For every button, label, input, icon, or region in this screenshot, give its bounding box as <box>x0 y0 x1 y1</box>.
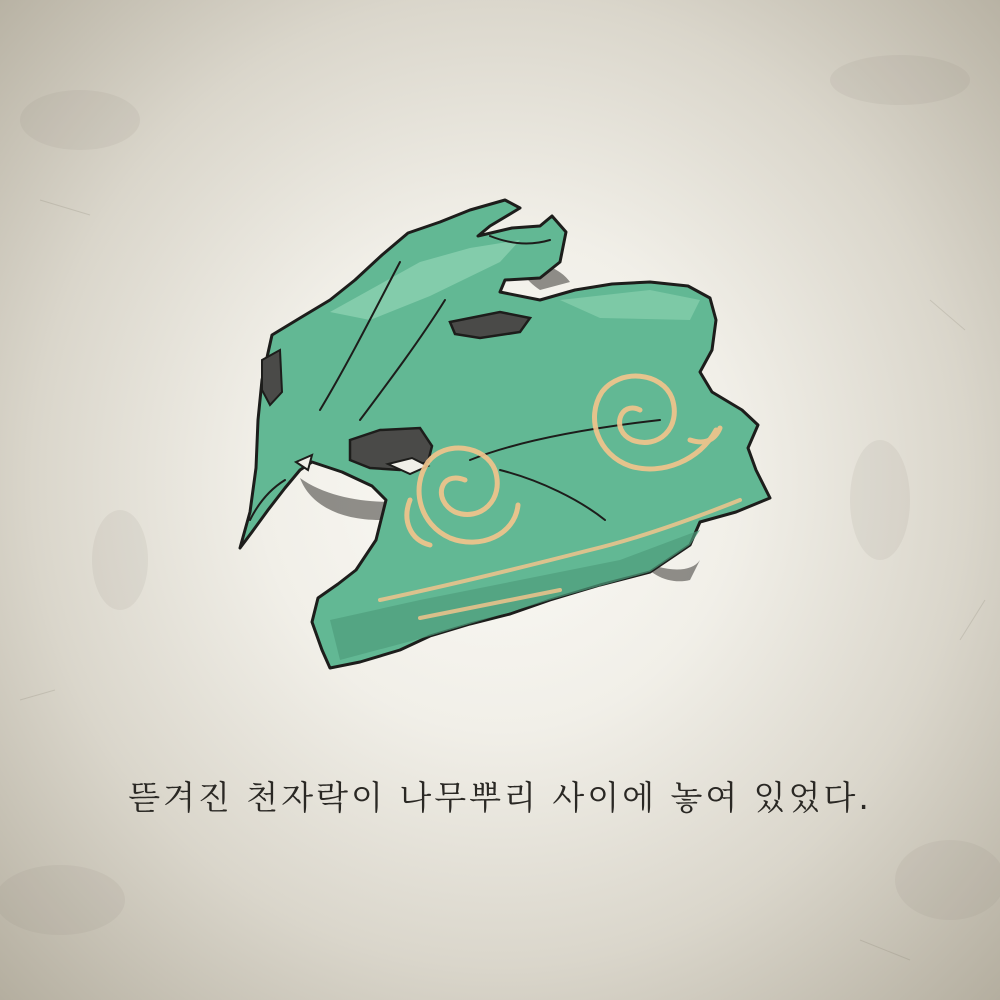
caption-text: 뜯겨진 천자락이 나무뿌리 사이에 놓여 있었다. <box>128 778 872 817</box>
